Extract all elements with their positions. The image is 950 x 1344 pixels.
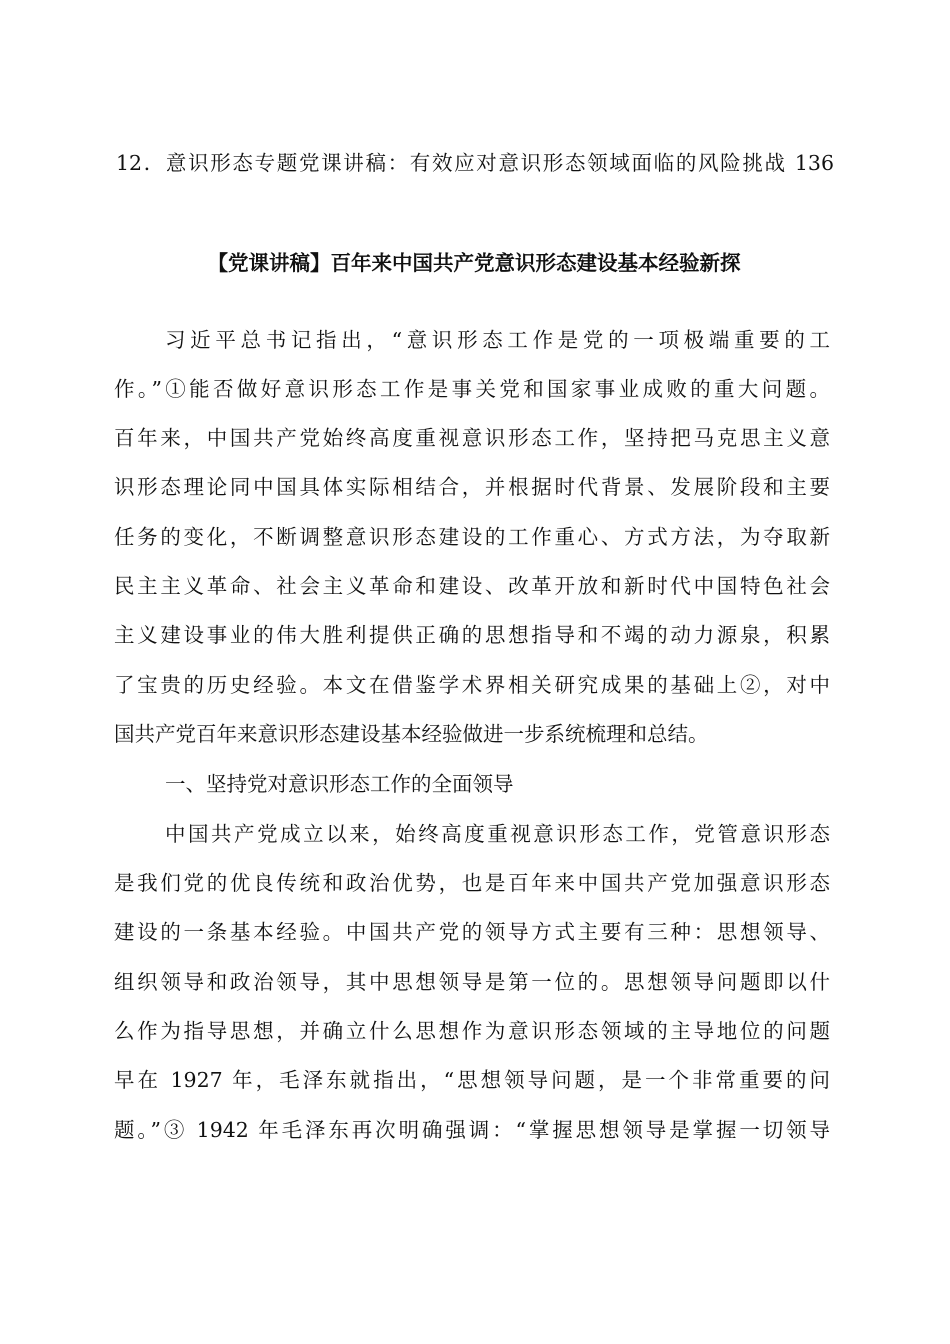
text-line: 建设的一条基本经验。中国共产党的领导方式主要有三种：思想领导、 (114, 920, 830, 944)
section-heading: 一、坚持党对意识形态工作的全面领导 (165, 772, 514, 796)
text-line: 了宝贵的历史经验。本文在借鉴学术界相关研究成果的基础上②，对中 (114, 673, 830, 697)
toc-entry: 12．意识形态专题党课讲稿：有效应对意识形态领域面临的风险挑战 136 (116, 151, 834, 175)
text-line: 么作为指导思想，并确立什么思想作为意识形态领域的主导地位的问题 (114, 1019, 830, 1043)
article-title: 【党课讲稿】百年来中国共产党意识形态建设基本经验新探 (207, 251, 741, 275)
text-line: 作。”①能否做好意识形态工作是事关党和国家事业成败的重大问题。 (114, 377, 830, 401)
text-line: 国共产党百年来意识形态建设基本经验做进一步系统梳理和总结。 (114, 722, 709, 746)
text-line: 组织领导和政治领导，其中思想领导是第一位的。思想领导问题即以什 (114, 970, 830, 994)
text-line: 习近平总书记指出，“意识形态工作是党的一项极端重要的工 (165, 328, 830, 352)
text-line: 中国共产党成立以来，始终高度重视意识形态工作，党管意识形态 (165, 822, 830, 846)
text-line: 识形态理论同中国具体实际相结合，并根据时代背景、发展阶段和主要 (114, 475, 830, 499)
text-line: 百年来，中国共产党始终高度重视意识形态工作，坚持把马克思主义意 (114, 426, 830, 450)
text-line: 是我们党的优良传统和政治优势，也是百年来中国共产党加强意识形态 (114, 871, 830, 895)
text-line: 任务的变化，不断调整意识形态建设的工作重心、方式方法，为夺取新 (114, 525, 830, 549)
text-line: 早在 1927 年，毛泽东就指出，“思想领导问题，是一个非常重要的问 (114, 1068, 830, 1092)
text-line: 题。”③ 1942 年毛泽东再次明确强调：“掌握思想领导是掌握一切领导 (114, 1118, 830, 1142)
text-line: 民主主义革命、社会主义革命和建设、改革开放和新时代中国特色社会 (114, 574, 830, 598)
text-line: 主义建设事业的伟大胜利提供正确的思想指导和不竭的动力源泉，积累 (114, 623, 830, 647)
